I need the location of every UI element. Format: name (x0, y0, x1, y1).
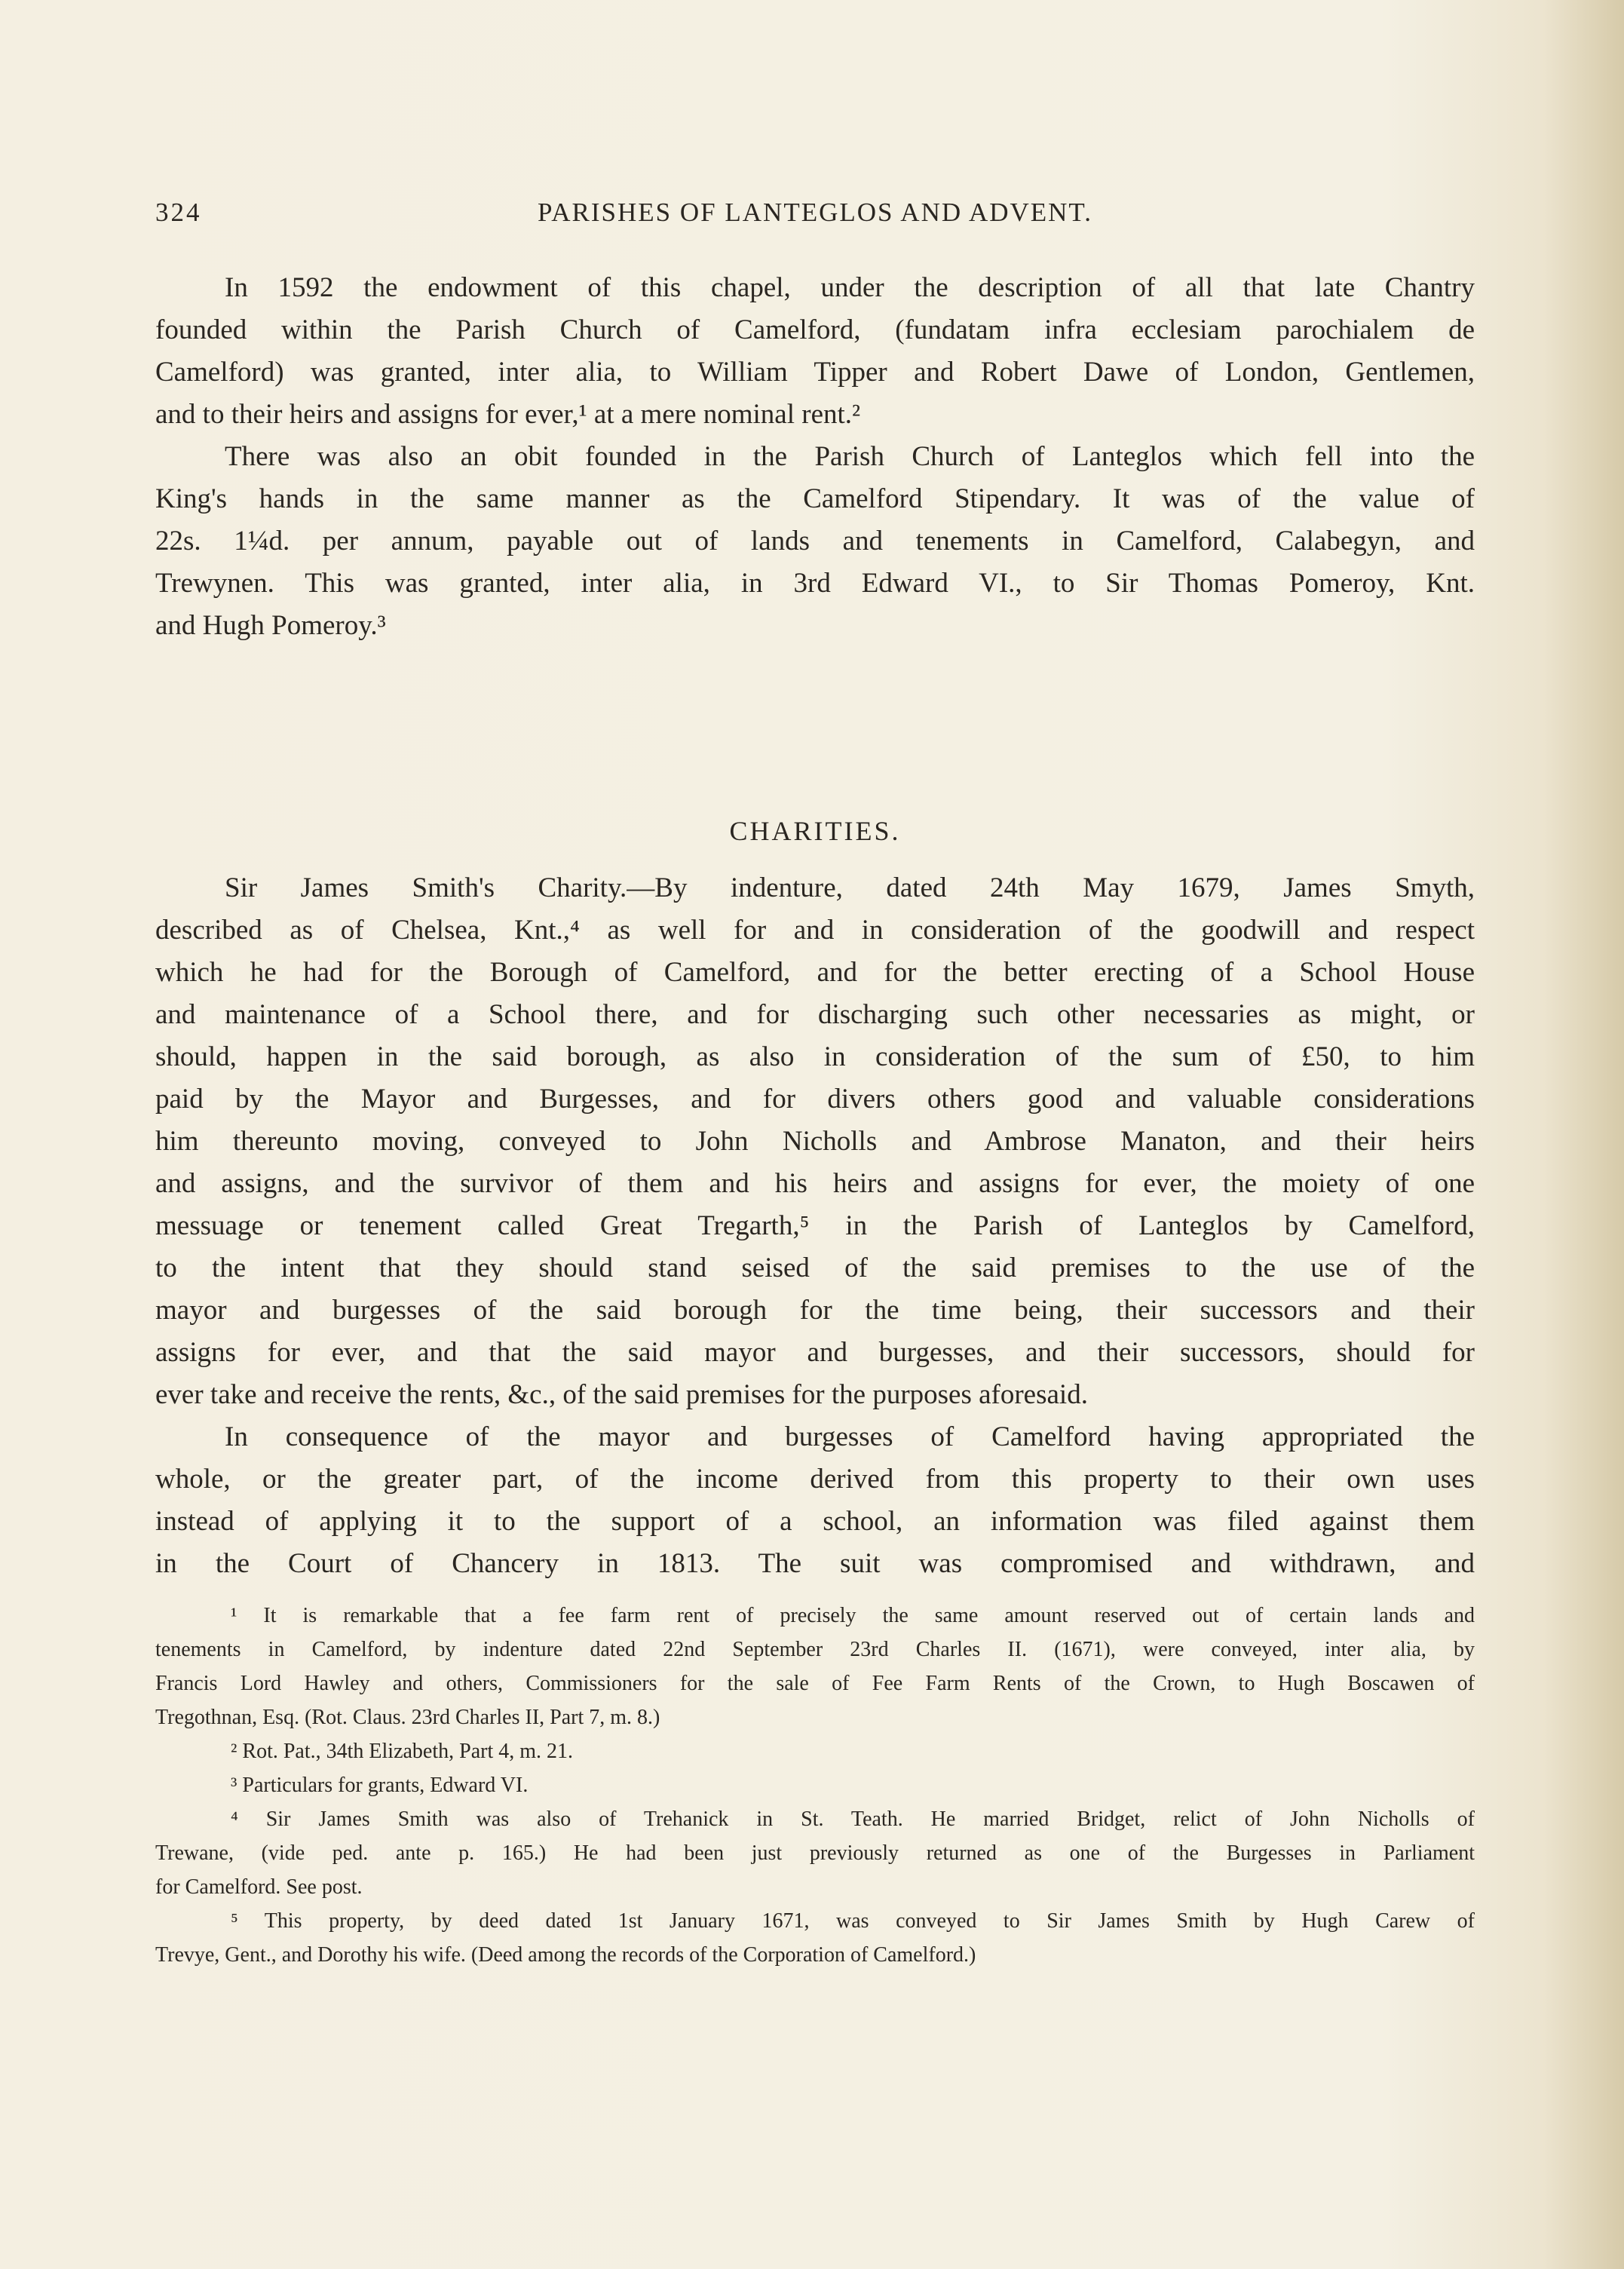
footnote-line: tenements in Camelford, by indenture dated 22nd September 23rd Charles II. (1671), were conveyed, inter alia, by (155, 1638, 1475, 1661)
paragraph-smith-charity (155, 867, 1475, 1416)
footnote-line: ⁵ This property, by deed dated 1st January 1671, was conveyed to Sir James Smith by Hugh Carew of (231, 1909, 1475, 1933)
text-line: founded within the Parish Church of Camelford, (fundatam infra ecclesiam parochialem de (155, 314, 1475, 345)
page-body (155, 267, 1475, 1972)
running-title: PARISHES OF LANTEGLOS AND ADVENT. (538, 198, 1092, 227)
text-line: ever take and receive the rents, &c., of the said premises for the purposes aforesaid. (155, 1379, 1088, 1410)
text-line: King's hands in the same manner as the Camelford Stipendary. It was of the value of (155, 483, 1475, 514)
paragraph-chapel-endowment (155, 267, 1475, 436)
page-number: 324 (155, 198, 202, 227)
footnote-line: ³ Particulars for grants, Edward VI. (231, 1774, 529, 1797)
footnote-1 (155, 1599, 1475, 1734)
footnote-line: Tregothnan, Esq. (Rot. Claus. 23rd Charles II, Part 7, m. 8.) (155, 1706, 660, 1729)
footnote-line: Trevye, Gent., and Dorothy his wife. (Deed among the records of the Corporation of Camelford.) (155, 1943, 976, 1967)
footnote-line: ² Rot. Pat., 34th Elizabeth, Part 4, m. 21. (231, 1740, 574, 1763)
footnote-line: Francis Lord Hawley and others, Commissioners for the sale of Fee Farm Rents of the Crown, to Hugh Boscawen of (155, 1672, 1475, 1695)
text-line: paid by the Mayor and Burgesses, and for divers others good and valuable considerations (155, 1084, 1475, 1115)
text-line: and Hugh Pomeroy.³ (155, 610, 386, 641)
text-line: should, happen in the said borough, as also in consideration of the sum of £50, to him (155, 1041, 1475, 1072)
text-line: and maintenance of a School there, and for discharging such other necessaries as might, or (155, 999, 1475, 1030)
paragraph-chancery (155, 1416, 1475, 1585)
text-line: In 1592 the endowment of this chapel, under the description of all that late Chantry (225, 272, 1475, 303)
text-line: in the Court of Chancery in 1813. The suit was compromised and withdrawn, and (155, 1548, 1475, 1579)
text-line: Camelford) was granted, inter alia, to William Tipper and Robert Dawe of London, Gentlemen, (155, 357, 1475, 388)
footnote-4 (155, 1802, 1475, 1904)
text-line: In consequence of the mayor and burgesses of Camelford having appropriated the (225, 1421, 1475, 1452)
section-heading: CHARITIES. (729, 816, 901, 846)
text-line: which he had for the Borough of Camelford, and for the better erecting of a School House (155, 957, 1475, 988)
text-line: Trewynen. This was granted, inter alia, in 3rd Edward VI., to Sir Thomas Pomeroy, Knt. (155, 568, 1475, 599)
text-line: assigns for ever, and that the said mayor and burgesses, and their successors, should for (155, 1337, 1475, 1368)
text-line: There was also an obit founded in the Parish Church of Lanteglos which fell into the (225, 441, 1475, 472)
text-line: and to their heirs and assigns for ever,¹ at a mere nominal rent.² (155, 399, 861, 430)
spacer (155, 647, 1475, 790)
text-line: instead of applying it to the support of a school, an information was filed against them (155, 1506, 1475, 1537)
text-line: Sir James Smith's Charity.—By indenture, dated 24th May 1679, James Smyth, (225, 872, 1475, 903)
footnote-5 (155, 1904, 1475, 1972)
text-line: mayor and burgesses of the said borough for the time being, their successors and their (155, 1295, 1475, 1326)
text-line: to the intent that they should stand seised of the said premises to the use of the (155, 1253, 1475, 1283)
page-header (155, 198, 1475, 243)
text-line: messuage or tenement called Great Tregarth,⁵ in the Parish of Lanteglos by Camelford, (155, 1210, 1475, 1241)
text-line: and assigns, and the survivor of them and his heirs and assigns for ever, the moiety of one (155, 1168, 1475, 1199)
text-line: him thereunto moving, conveyed to John Nicholls and Ambrose Manaton, and their heirs (155, 1126, 1475, 1157)
footnote-3 (155, 1768, 1475, 1802)
paragraph-obit (155, 436, 1475, 647)
text-line: whole, or the greater part, of the income derived from this property to their own uses (155, 1464, 1475, 1495)
footnotes (155, 1599, 1475, 1972)
footnote-2 (155, 1734, 1475, 1768)
footnote-line: for Camelford. See post. (155, 1875, 363, 1899)
footnote-line: ¹ It is remarkable that a fee farm rent of precisely the same amount reserved out of certain lands and (231, 1604, 1475, 1627)
footnote-line: Trewane, (vide ped. ante p. 165.) He had been just previously returned as one of the Burgesses in Parliament (155, 1841, 1475, 1865)
footnote-line: ⁴ Sir James Smith was also of Trehanick in St. Teath. He married Bridget, relict of John Nicholls of (231, 1808, 1475, 1831)
text-line: 22s. 1¼d. per annum, payable out of lands and tenements in Camelford, Calabegyn, and (155, 526, 1475, 557)
text-line: described as of Chelsea, Knt.,⁴ as well for and in consideration of the goodwill and respect (155, 915, 1475, 946)
